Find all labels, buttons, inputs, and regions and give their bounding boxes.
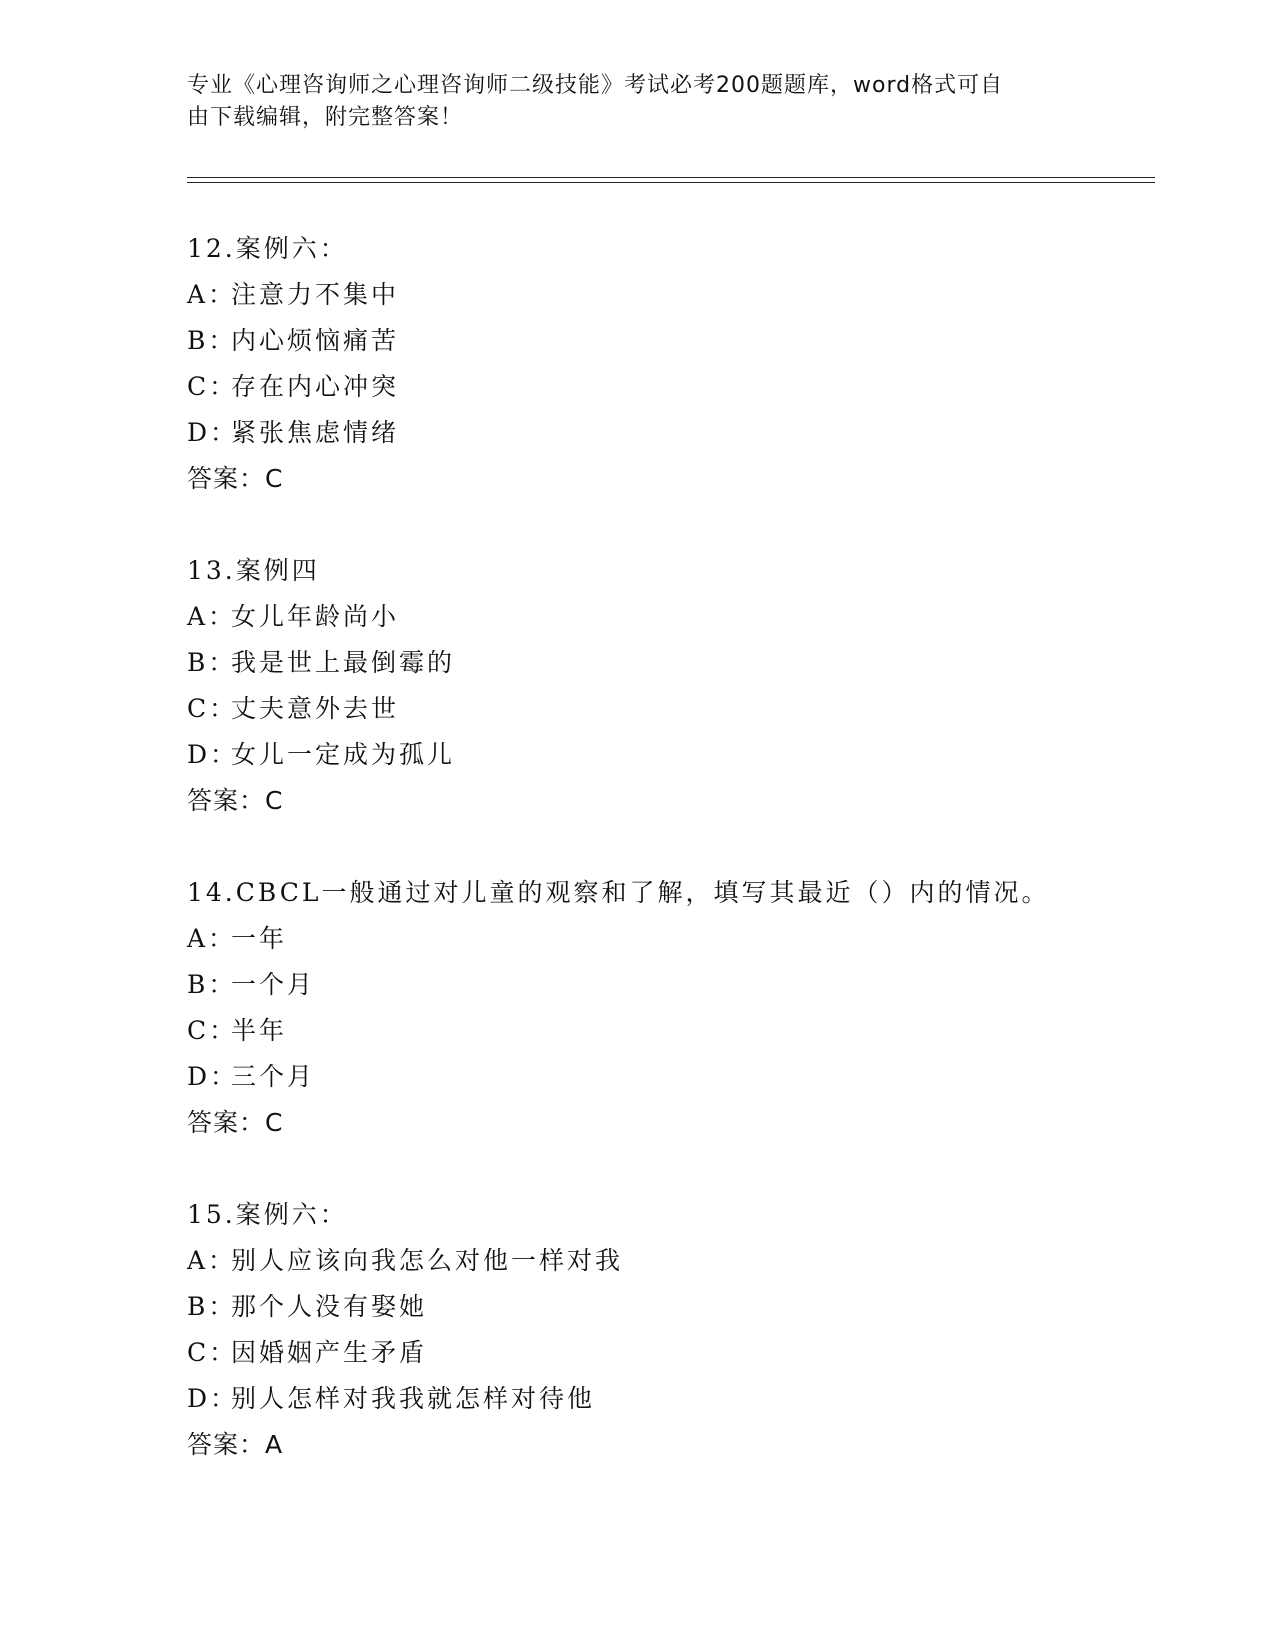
option-key: D： [187, 1062, 239, 1091]
option-a [187, 916, 1167, 962]
option-text: 丈夫意外去世 [231, 694, 400, 723]
question-14 [187, 870, 1167, 1146]
option-c [187, 364, 1167, 410]
option-key: A： [187, 1246, 237, 1275]
option-text: 别人怎样对我我就怎样对待他 [231, 1384, 596, 1413]
option-key: B： [187, 326, 237, 355]
question-title: 12.案例六： [187, 234, 348, 263]
option-text: 一年 [231, 924, 288, 953]
option-text: 半年 [231, 1016, 288, 1045]
option-key: B： [187, 970, 237, 999]
option-key: C： [187, 372, 238, 401]
option-text: 那个人没有娶她 [231, 1292, 428, 1321]
option-key: A： [187, 280, 237, 309]
option-a [187, 272, 1167, 318]
header-line-2: 由下载编辑，附完整答案！ [187, 105, 464, 130]
question-title: 13.案例四 [187, 556, 320, 585]
answer: 答案：C [187, 1108, 284, 1137]
header-divider-bottom [187, 182, 1155, 183]
option-text: 我是世上最倒霉的 [231, 648, 456, 677]
option-d [187, 732, 1167, 778]
answer: 答案：C [187, 464, 284, 493]
option-key: B： [187, 648, 237, 677]
option-b [187, 1284, 1167, 1330]
option-b [187, 640, 1167, 686]
question-title: 15.案例六： [187, 1200, 348, 1229]
option-text: 一个月 [231, 970, 316, 999]
option-key: B： [187, 1292, 237, 1321]
option-d [187, 1376, 1167, 1422]
option-key: C： [187, 1016, 238, 1045]
option-text: 内心烦恼痛苦 [231, 326, 400, 355]
option-d [187, 410, 1167, 456]
question-12 [187, 226, 1167, 502]
question-title: 14.CBCL一般通过对儿童的观察和了解，填写其最近（）内的情况。 [187, 878, 1050, 907]
option-text: 注意力不集中 [231, 280, 400, 309]
option-text: 女儿年龄尚小 [231, 602, 400, 631]
option-text: 女儿一定成为孤儿 [231, 740, 456, 769]
option-text: 紧张焦虑情绪 [231, 418, 400, 447]
option-key: D： [187, 1384, 239, 1413]
option-d [187, 1054, 1167, 1100]
option-b [187, 318, 1167, 364]
option-c [187, 1330, 1167, 1376]
header-line-1: 专业《心理咨询师之心理咨询师二级技能》考试必考200题题库，word格式可自 [187, 73, 1004, 98]
option-a [187, 594, 1167, 640]
option-text: 存在内心冲突 [231, 372, 400, 401]
question-13 [187, 548, 1167, 824]
option-key: A： [187, 924, 237, 953]
option-c [187, 686, 1167, 732]
option-text: 因婚姻产生矛盾 [231, 1338, 428, 1367]
option-key: D： [187, 418, 239, 447]
answer: 答案：A [187, 1430, 284, 1459]
option-text: 别人应该向我怎么对他一样对我 [231, 1246, 624, 1275]
document-header [187, 70, 1067, 134]
question-15 [187, 1192, 1167, 1468]
option-b [187, 962, 1167, 1008]
answer: 答案：C [187, 786, 284, 815]
option-c [187, 1008, 1167, 1054]
option-key: D： [187, 740, 239, 769]
option-key: C： [187, 1338, 238, 1367]
option-text: 三个月 [231, 1062, 316, 1091]
option-a [187, 1238, 1167, 1284]
header-divider-top [187, 177, 1155, 178]
option-key: A： [187, 602, 237, 631]
option-key: C： [187, 694, 238, 723]
